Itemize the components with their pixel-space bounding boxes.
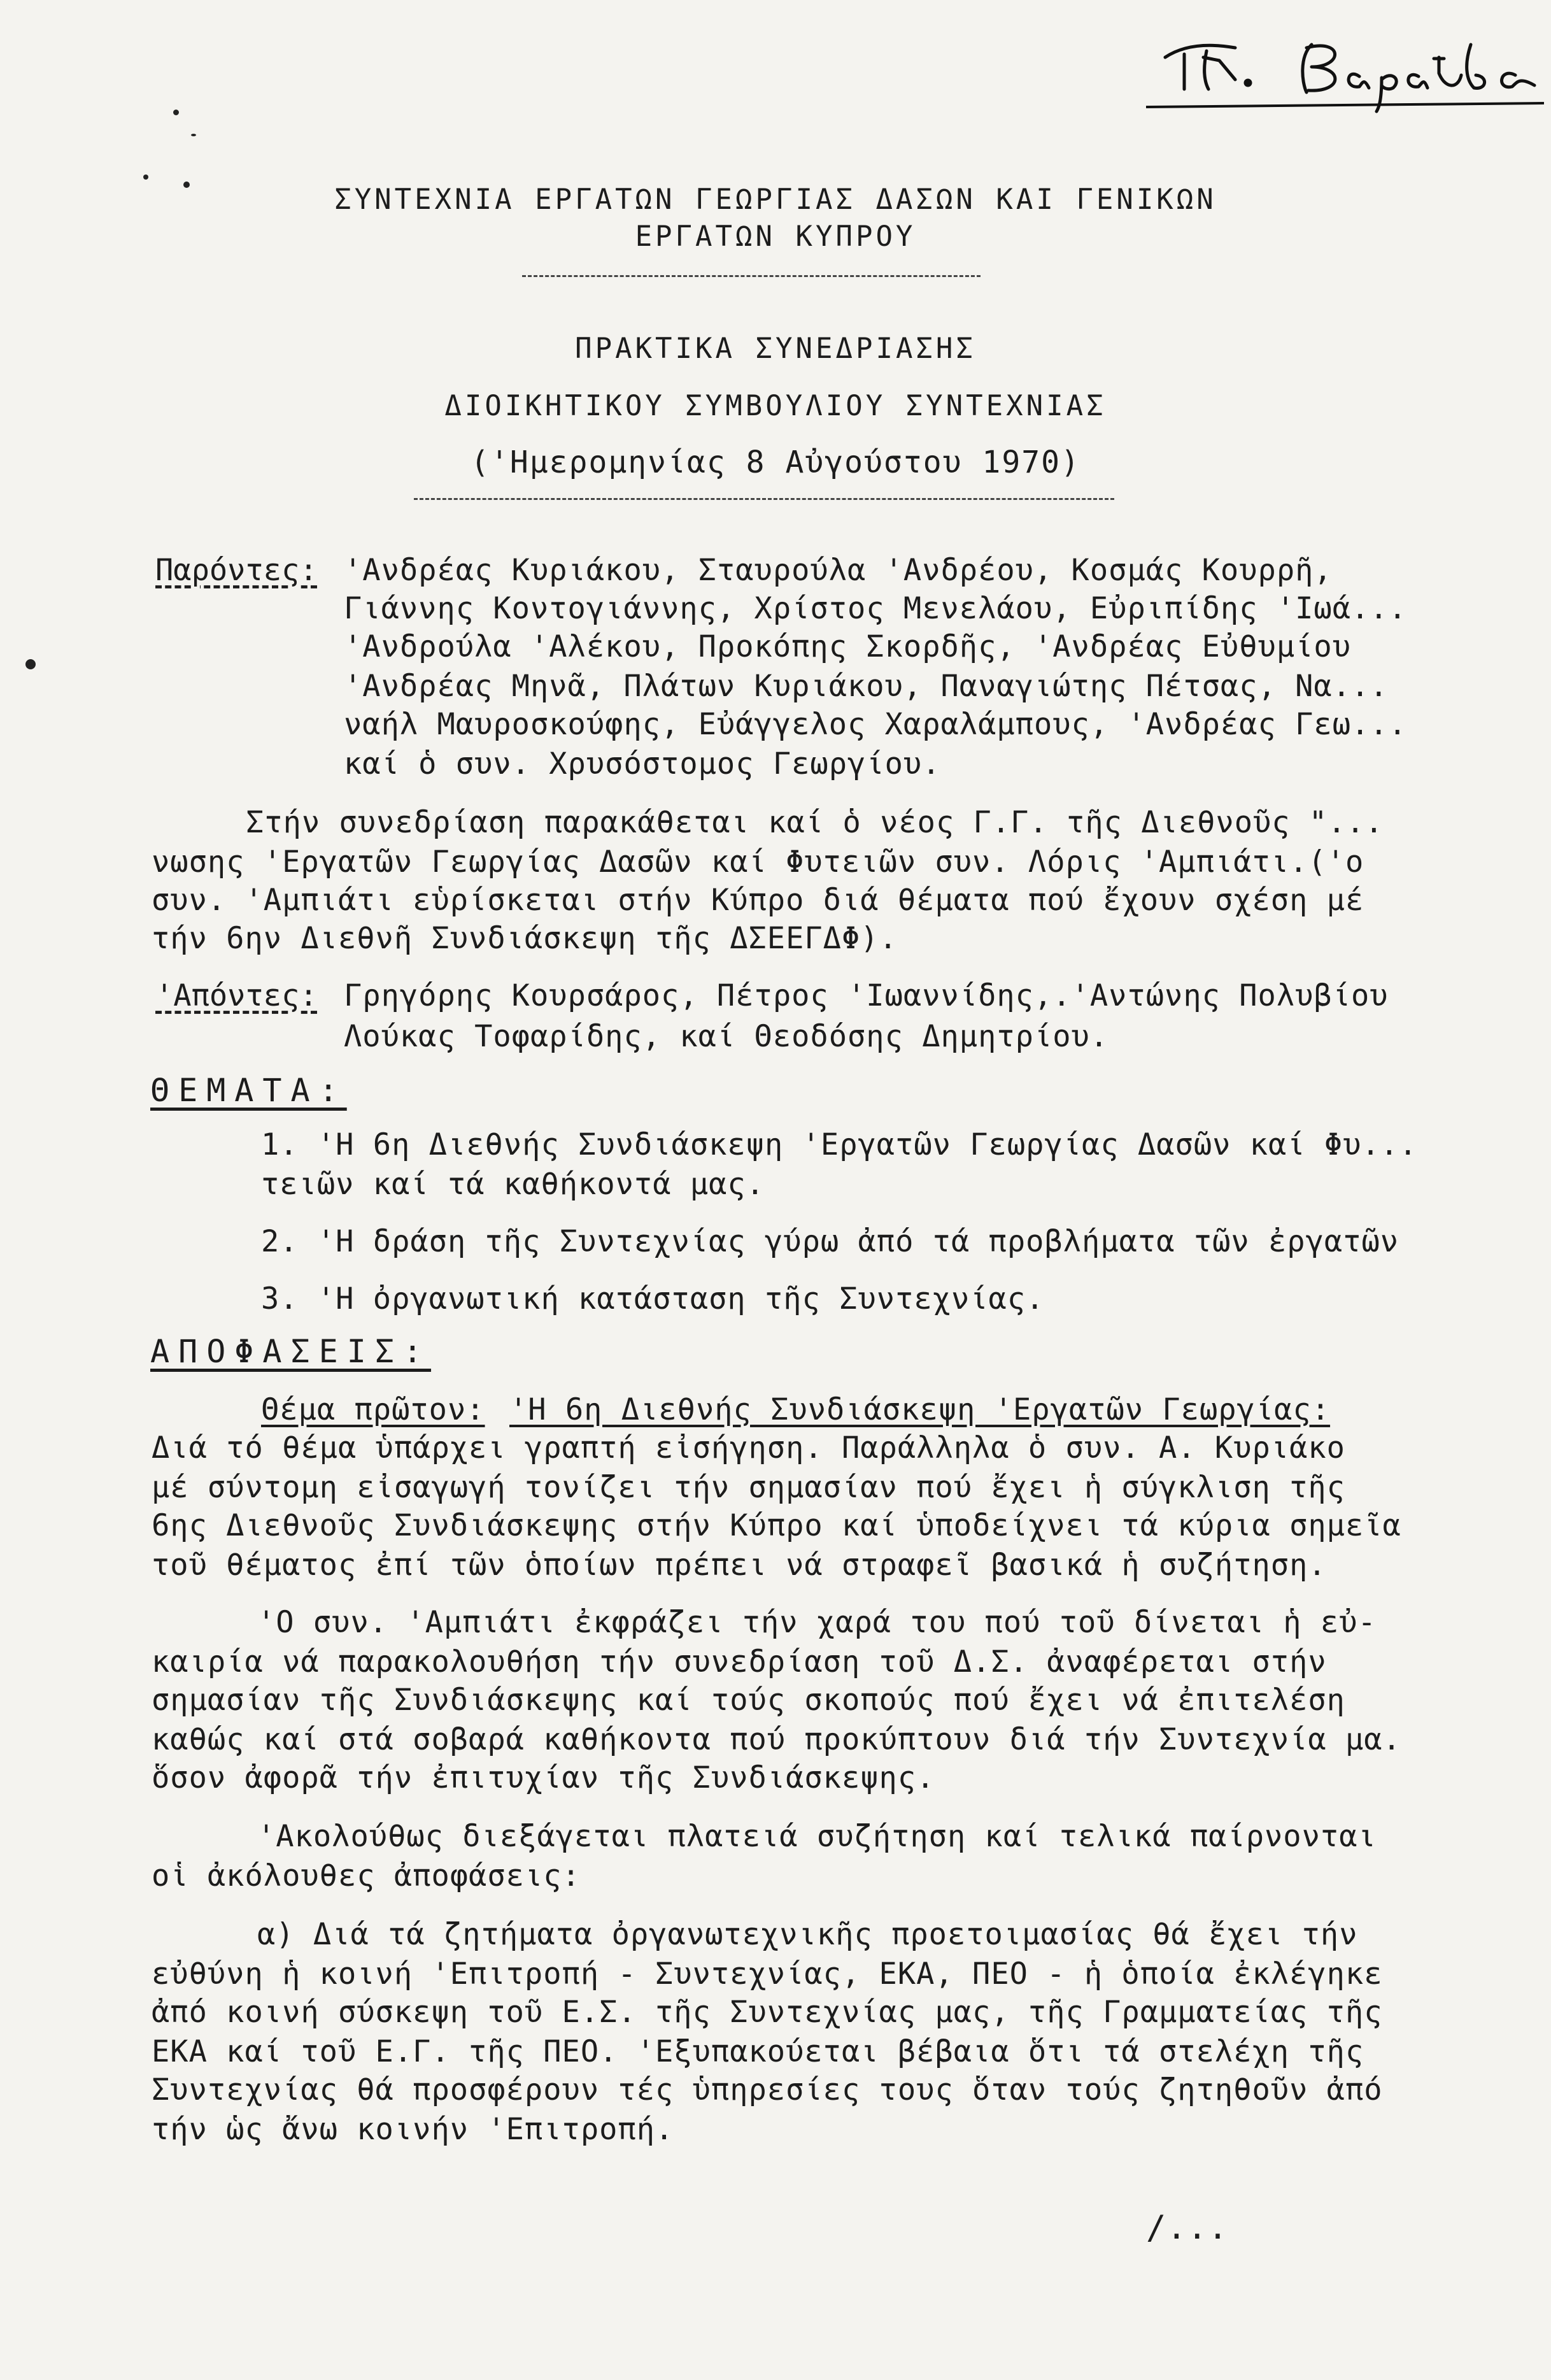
guest-line: νωσης 'Εργατῶν Γεωργίας Δασῶν καί Φυτειῶν συν. Λόρις 'Αμπιάτι.('ο — [152, 844, 1364, 880]
first-topic-title: 'Η 6η Διεθνής Συνδιάσκεψη 'Εργατῶν Γεωργίας: — [509, 1392, 1331, 1427]
absent-line: Λούκας Τοφαρίδης, καί Θεοδόσης Δημητρίου. — [344, 1019, 1109, 1054]
ink-speck — [191, 134, 196, 136]
divider — [522, 275, 981, 277]
decision-line: 'Ακολούθως διεξάγεται πλατειά συζήτηση καί τελικά παίρνονται — [257, 1819, 1377, 1854]
ink-speck — [25, 659, 36, 669]
topics-heading: ΘΕΜΑΤΑ: — [150, 1072, 347, 1109]
organization-name-line2: ΕΡΓΑΤΩΝ ΚΥΠΡΟΥ — [635, 220, 916, 253]
present-label: Παρόντες: — [155, 553, 318, 588]
ink-speck — [143, 175, 148, 180]
present-line: ναήλ Μαυροσκούφης, Εὐάγγελος Χαραλάμπους, 'Ανδρέας Γεω... — [344, 707, 1407, 742]
continuation-mark: /... — [1146, 2209, 1229, 2247]
topic-item: 2. 'Η δράση τῆς Συντεχνίας γύρω ἀπό τά προβλήματα τῶν ἐργατῶν — [261, 1224, 1399, 1259]
decision-line: τοῦ θέματος ἐπί τῶν ὁποίων πρέπει νά στραφεῖ βασικά ἡ συζήτηση. — [152, 1548, 1327, 1583]
present-line: Γιάννης Κοντογιάννης, Χρίστος Μενελάου, Εὐριπίδης 'Ιωά... — [344, 591, 1407, 626]
present-line: 'Ανδρέας Κυριάκου, Σταυρούλα 'Ανδρέου, Κοσμάς Κουρρῆ, — [344, 553, 1333, 588]
topic-item: 1. 'Η 6η Διεθνής Συνδιάσκεψη 'Εργατῶν Γεωργίας Δασῶν καί Φυ... — [261, 1127, 1418, 1162]
decision-line: εὐθύνη ἡ κοινή 'Επιτροπή - Συντεχνίας, ΕΚΑ, ΠΕΟ - ἡ ὁποία ἐκλέγηκε — [152, 1956, 1383, 1992]
topic-item: 3. 'Η ὀργανωτική κατάσταση τῆς Συντεχνίας. — [261, 1281, 1045, 1316]
decision-line: ὅσον ἀφορᾶ τήν ἐπιτυχίαν τῆς Συνδιάσκεψης. — [152, 1760, 935, 1795]
present-line: 'Ανδρέας Μηνᾶ, Πλάτων Κυριάκου, Παναγιώτης Πέτσας, Να... — [344, 669, 1389, 704]
organization-name-line1: ΣΥΝΤΕΧΝΙΑ ΕΡΓΑΤΩΝ ΓΕΩΡΓΙΑΣ ΔΑΣΩΝ ΚΑΙ ΓΕΝΙΚΩΝ — [334, 183, 1217, 216]
present-line: καί ὁ συν. Χρυσόστομος Γεωργίου. — [344, 746, 941, 781]
decisions-heading: ΑΠΟΦΑΣΕΙΣ: — [150, 1333, 432, 1370]
ink-speck — [173, 110, 179, 115]
guest-line: Στήν συνεδρίαση παρακάθεται καί ὁ νέος Γ.Γ. τῆς Διεθνοῦς "... — [246, 805, 1384, 840]
meeting-date: ('Ημερομηνίας 8 Αὐγούστου 1970) — [471, 445, 1080, 480]
decision-line: α) Διά τά ζητήματα ὀργανωτεχνικῆς προετοιμασίας θά ἔχει τήν — [257, 1917, 1358, 1952]
guest-line: συν. 'Αμπιάτι εὑρίσκεται στήν Κύπρο διά θέματα πού ἔχουν σχέση μέ — [152, 883, 1364, 918]
absent-line: Γρηγόρης Κουρσάρος, Πέτρος 'Ιωαννίδης,.'Αντώνης Πολυβίου — [344, 978, 1389, 1013]
decision-line: καιρία νά παρακολουθήση τήν συνεδρίαση τοῦ Δ.Σ. ἀναφέρεται στήν — [152, 1644, 1327, 1679]
first-topic-label: Θέμα πρῶτον: — [261, 1392, 485, 1427]
decision-line: 'Ο συν. 'Αμπιάτι ἐκφράζει τήν χαρά του πού τοῦ δίνεται ἡ εὐ- — [257, 1605, 1377, 1640]
decision-line: τήν ὡς ἄνω κοινήν 'Επιτροπή. — [152, 2112, 674, 2147]
topic-item: τειῶν καί τά καθήκοντά μας. — [261, 1167, 765, 1202]
signature-image — [1140, 19, 1547, 115]
absent-label: 'Απόντες: — [155, 978, 318, 1013]
document-subtitle: ΔΙΟΙΚΗΤΙΚΟΥ ΣΥΜΒΟΥΛΙΟΥ ΣΥΝΤΕΧΝΙΑΣ — [444, 390, 1107, 422]
decision-line: ἀπό κοινή σύσκεψη τοῦ Ε.Σ. τῆς Συντεχνίας μας, τῆς Γραμματείας τῆς — [152, 1995, 1383, 2030]
present-line: 'Ανδρούλα 'Αλέκου, Προκόπης Σκορδῆς, 'Ανδρέας Εὐθυμίου — [344, 629, 1352, 664]
decision-line: μέ σύντομη εἰσαγωγή τονίζει τήν σημασίαν πού ἔχει ἡ σύγκλιση τῆς — [152, 1470, 1345, 1505]
decision-line: Διά τό θέμα ὑπάρχει γραπτή εἰσήγηση. Παράλληλα ὁ συν. Α. Κυριάκο — [152, 1430, 1345, 1465]
divider — [414, 498, 1114, 500]
decision-line: σημασίαν τῆς Συνδιάσκεψης καί τούς σκοπούς πού ἔχει νά ἐπιτελέση — [152, 1683, 1345, 1718]
decision-line: καθώς καί στά σοβαρά καθήκοντα πού προκύπτουν διά τήν Συντεχνία μα. — [152, 1722, 1401, 1757]
handwritten-annotation — [1140, 19, 1547, 115]
guest-line: τήν 6ην Διεθνῆ Συνδιάσκεψη τῆς ΔΣΕΕΓΔΦ). — [152, 921, 898, 956]
decision-line: οἱ ἀκόλουθες ἀποφάσεις: — [152, 1858, 581, 1893]
decision-line: 6ης Διεθνοῦς Συνδιάσκεψης στήν Κύπρο καί ὑποδείχνει τά κύρια σημεῖα — [152, 1508, 1401, 1543]
decision-line: Συντεχνίας θά προσφέρουν τές ὑπηρεσίες τους ὅταν τούς ζητηθοῦν ἀπό — [152, 2072, 1383, 2107]
decision-line: ΕΚΑ καί τοῦ Ε.Γ. τῆς ΠΕΟ. 'Εξυπακούεται βέβαια ὅτι τά στελέχη τῆς — [152, 2034, 1364, 2069]
document-title: ΠΡΑΚΤΙΚΑ ΣΥΝΕΔΡΙΑΣΗΣ — [575, 332, 976, 365]
